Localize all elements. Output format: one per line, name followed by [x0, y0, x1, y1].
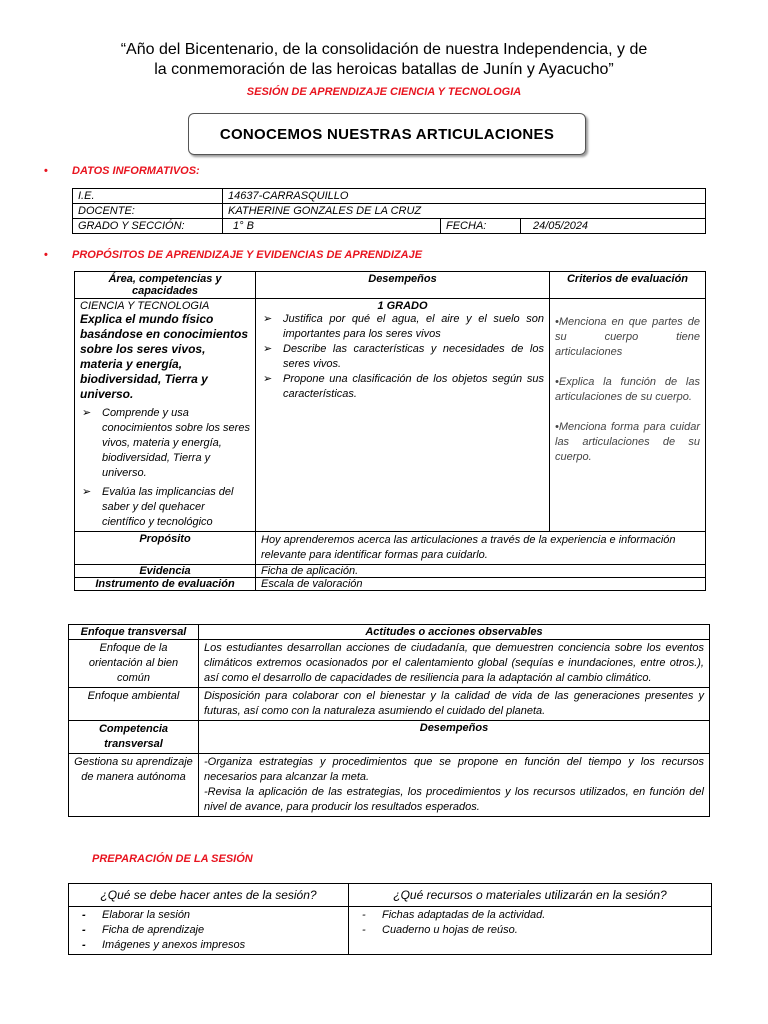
- ie-value: 14637-CARRASQUILLO: [223, 189, 706, 204]
- preparacion-heading: PREPARACIÓN DE LA SESIÓN: [92, 853, 253, 865]
- enfoque-actitud: Los estudiantes desarrollan acciones de ciudadanía, que demuestren conciencia sobre los eventos climáticos extremos ocasionados por el calentamiento global (sequías e inundaciones, entre otros.), así como el desarrollo de capacidades de resiliencia para la adaptación al cambio climático.: [199, 640, 710, 688]
- desempeno-transversal: -Revisa la aplicación de las estrategias, los procedimientos y los recursos utilizados, en función del nivel de avance, para producir los resultados esperados.: [204, 786, 704, 813]
- proposito-value: Hoy aprenderemos acerca las articulaciones a través de la experiencia e información relevante para identificar formas para cuidarlo.: [256, 532, 706, 565]
- table-row: [75, 578, 706, 591]
- list-item: [354, 908, 706, 923]
- propositos-heading-text: PROPÓSITOS DE APRENDIZAJE Y EVIDENCIAS DE APRENDIZAJE: [72, 249, 423, 261]
- capacidad-text: Evalúa las implicancias del saber y del quehacer científico y tecnológico: [102, 486, 234, 528]
- proposito-label: Propósito: [75, 532, 256, 565]
- table-row: [75, 299, 706, 532]
- docente-value: KATHERINE GONZALES DE LA CRUZ: [223, 204, 706, 219]
- table-row: [73, 219, 706, 234]
- topic-title: CONOCEMOS NUESTRAS ARTICULACIONES: [219, 125, 555, 143]
- header-line-1: “Año del Bicentenario, de la consolidación de nuestra Independencia, y de: [120, 41, 648, 58]
- table-row: [69, 884, 712, 907]
- area-name: CIENCIA Y TECNOLOGIA: [80, 300, 210, 312]
- recursos-list: [354, 908, 706, 938]
- session-title: SESIÓN DE APRENDIZAJE CIENCIA Y TECNOLOGIA: [246, 86, 522, 98]
- dash-icon: -: [82, 909, 86, 921]
- propositos-table: [74, 271, 706, 591]
- document-header: [60, 40, 708, 80]
- dash-icon: -: [82, 939, 86, 951]
- col-desempenos-transversal-header: Desempeños: [199, 721, 710, 754]
- datos-table: [72, 188, 706, 234]
- enfoque-actitud: Disposición para colaborar con el bienestar y la calidad de vida de las generaciones presentes y futuras, así como con la naturaleza asumiendo el cuidado del planeta.: [199, 688, 710, 721]
- table-row: [69, 688, 710, 721]
- list-item: [80, 406, 250, 481]
- list-item: [261, 312, 544, 342]
- instrumento-label: Instrumento de evaluación: [75, 578, 256, 591]
- table-row: [73, 189, 706, 204]
- fecha-value: 24/05/2024: [521, 219, 706, 234]
- grado-label: GRADO Y SECCIÓN:: [73, 219, 223, 234]
- evidencia-label: Evidencia: [75, 565, 256, 578]
- table-row: [69, 640, 710, 688]
- dash-icon: -: [362, 909, 366, 921]
- list-item: [74, 908, 343, 923]
- arrow-icon: ➢: [263, 343, 273, 355]
- desempeno-transversal: -Organiza estrategias y procedimientos que se propone en función del tiempo y los recursos necesarios para alcanzar la meta.: [204, 756, 704, 783]
- enfoque-name: Enfoque de la orientación al bien común: [69, 640, 199, 688]
- col-recursos-header: ¿Qué recursos o materiales utilizarán en la sesión?: [349, 884, 712, 907]
- col-competencia-header: Competencia transversal: [69, 721, 199, 754]
- preparacion-table: [68, 883, 712, 955]
- instrumento-value: Escala de valoración: [256, 578, 706, 591]
- criterio-text: •Menciona forma para cuidar las articulaciones de su cuerpo.: [555, 421, 700, 463]
- evidencia-value: Ficha de aplicación.: [256, 565, 706, 578]
- criterio-text: •Explica la función de las articulaciones de su cuerpo.: [555, 376, 700, 403]
- competencia-text: Explica el mundo físico basándose en conocimientos sobre los seres vivos, materia y energía, biodiversidad, Tierra y universo.: [80, 312, 249, 401]
- list-item: [80, 485, 250, 530]
- bullet-icon: •: [44, 165, 48, 177]
- enfoque-name: Enfoque ambiental: [69, 688, 199, 721]
- desempeno-text: Justifica por qué el agua, el aire y el suelo son importantes para los seres vivos: [283, 313, 544, 340]
- dash-icon: -: [362, 924, 366, 936]
- table-row: [69, 754, 710, 817]
- desempenos-list: [261, 312, 544, 402]
- competencia-transversal: Gestiona su aprendizaje de manera autónoma: [69, 754, 199, 817]
- capacidad-text: Comprende y usa conocimientos sobre los seres vivos, materia y energía, biodiversidad, Tierra y universo.: [102, 407, 250, 479]
- table-row: [69, 625, 710, 640]
- docente-label: DOCENTE:: [73, 204, 223, 219]
- table-row: [75, 272, 706, 299]
- antes-text: Imágenes y anexos impresos: [102, 939, 246, 951]
- col-actitudes-header: Actitudes o acciones observables: [199, 625, 710, 640]
- capacidades-list: [80, 406, 250, 530]
- table-row: [75, 565, 706, 578]
- table-row: [73, 204, 706, 219]
- desempeno-text: Propone una clasificación de los objetos según sus características.: [283, 373, 544, 400]
- recurso-text: Fichas adaptadas de la actividad.: [382, 909, 546, 921]
- header-line-2: la conmemoración de las heroicas batallas de Junín y Ayacucho”: [154, 61, 614, 78]
- arrow-icon: ➢: [263, 313, 273, 325]
- list-item: [74, 938, 343, 953]
- criterio-text: •Menciona en que partes de su cuerpo tiene articulaciones: [555, 316, 700, 358]
- col-criterios-header: Criterios de evaluación: [550, 272, 706, 299]
- bullet-icon: •: [44, 249, 48, 261]
- desempeno-text: Describe las características y necesidades de los seres vivos.: [283, 343, 544, 370]
- dash-icon: -: [82, 924, 86, 936]
- arrow-icon: ➢: [82, 407, 92, 419]
- topic-title-box: [188, 113, 586, 155]
- col-enfoque-header: Enfoque transversal: [69, 625, 199, 640]
- grado-heading: 1 GRADO: [377, 300, 428, 312]
- antes-list: [74, 908, 343, 953]
- antes-text: Elaborar la sesión: [102, 909, 191, 921]
- list-item: [74, 923, 343, 938]
- col-desempenos-header: Desempeños: [256, 272, 550, 299]
- col-antes-header: ¿Qué se debe hacer antes de la sesión?: [69, 884, 349, 907]
- datos-heading-text: DATOS INFORMATIVOS:: [72, 165, 200, 177]
- ie-label: I.E.: [73, 189, 223, 204]
- list-item: [354, 923, 706, 938]
- fecha-label: FECHA:: [441, 219, 521, 234]
- propositos-heading: [44, 249, 422, 261]
- list-item: [261, 372, 544, 402]
- table-row: [75, 532, 706, 565]
- col-area-header: Área, competencias y capacidades: [75, 272, 256, 299]
- table-row: [69, 721, 710, 754]
- recurso-text: Cuaderno u hojas de reúso.: [382, 924, 518, 936]
- list-item: [261, 342, 544, 372]
- antes-text: Ficha de aprendizaje: [102, 924, 205, 936]
- arrow-icon: ➢: [82, 486, 92, 498]
- datos-heading: [44, 165, 200, 177]
- enfoques-table: [68, 624, 710, 817]
- arrow-icon: ➢: [263, 373, 273, 385]
- grado-value: 1° B: [223, 219, 441, 234]
- table-row: [69, 907, 712, 955]
